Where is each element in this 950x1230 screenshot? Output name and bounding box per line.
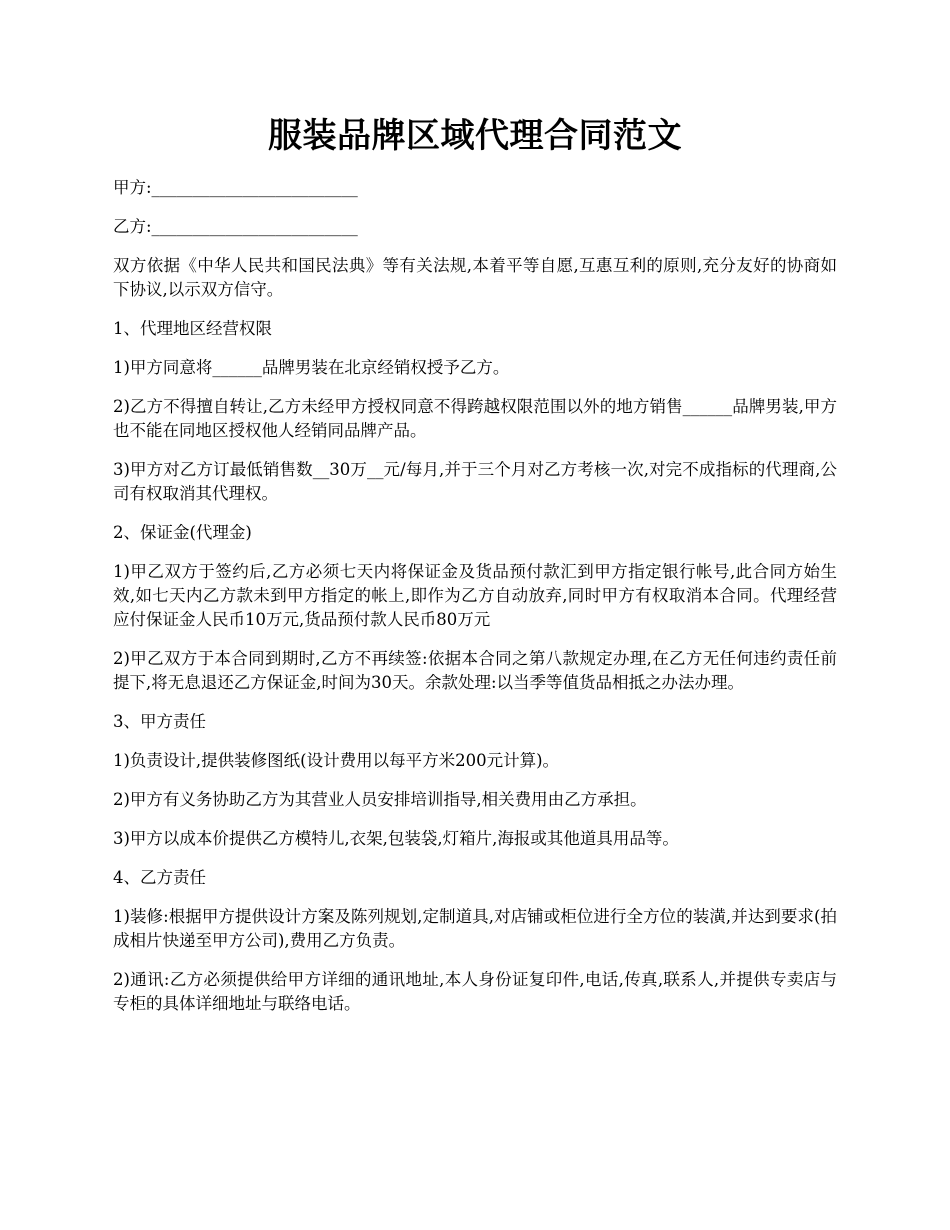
party-a-line: 甲方:_________________________ bbox=[113, 178, 358, 197]
party-b-line: 乙方:_________________________ bbox=[113, 217, 358, 236]
clause-4-1: 1)装修:根据甲方提供设计方案及陈列规划,定制道具,对店铺或柜位进行全方位的装潢,并达到要求(拍成相片快递至甲方公司),费用乙方负责。 bbox=[113, 907, 837, 950]
preamble-paragraph: 双方依据《中华人民共和国民法典》等有关法规,本着平等自愿,互惠互利的原则,充分友好的协商如下协议,以示双方信守。 bbox=[113, 256, 837, 299]
clause-3-2: 2)甲方有义务协助乙方为其营业人员安排培训指导,相关费用由乙方承担。 bbox=[113, 790, 647, 809]
section-heading-1: 1、代理地区经营权限 bbox=[113, 319, 272, 338]
section-heading-3: 3、甲方责任 bbox=[113, 712, 206, 731]
clause-3-3: 3)甲方以成本价提供乙方模特儿,衣架,包装袋,灯箱片,海报或其他道具用品等。 bbox=[113, 829, 679, 848]
clause-2-2: 2)甲乙双方于本合同到期时,乙方不再续签:依据本合同之第八款规定办理,在乙方无任何违约责任前提下,将无息退还乙方保证金,时间为30天。余款处理:以当季等值货品相抵之办法办理。 bbox=[113, 649, 837, 692]
clause-4-2: 2)通讯:乙方必须提供给甲方详细的通讯地址,本人身份证复印件,电话,传真,联系人,并提供专卖店与专柜的具体详细地址与联络电话。 bbox=[113, 970, 837, 1013]
document-title: 服装品牌区域代理合同范文 bbox=[268, 116, 682, 156]
section-heading-2: 2、保证金(代理金) bbox=[113, 523, 252, 542]
clause-1-3: 3)甲方对乙方订最低销售数__30万__元/每月,并于三个月对乙方考核一次,对完不成指标的代理商,公司有权取消其代理权。 bbox=[113, 460, 837, 503]
section-heading-4: 4、乙方责任 bbox=[113, 868, 206, 887]
clause-3-1: 1)负责设计,提供装修图纸(设计费用以每平方米200元计算)。 bbox=[113, 751, 560, 770]
clause-1-2: 2)乙方不得擅自转让,乙方未经甲方授权同意不得跨越权限范围以外的地方销售______品牌男装,甲方也不能在同地区授权他人经销同品牌产品。 bbox=[113, 397, 837, 440]
clause-1-1: 1)甲方同意将______品牌男装在北京经销权授予乙方。 bbox=[113, 358, 510, 377]
clause-2-1: 1)甲乙双方于签约后,乙方必须七天内将保证金及货品预付款汇到甲方指定银行帐号,此合同方始生效,如七天内乙方款未到甲方指定的帐上,即作为乙方自动放弃,同时甲方有权取消本合同。代理经营应付保证金人民币10万元,货品预付款人民币80万元 bbox=[113, 562, 837, 629]
